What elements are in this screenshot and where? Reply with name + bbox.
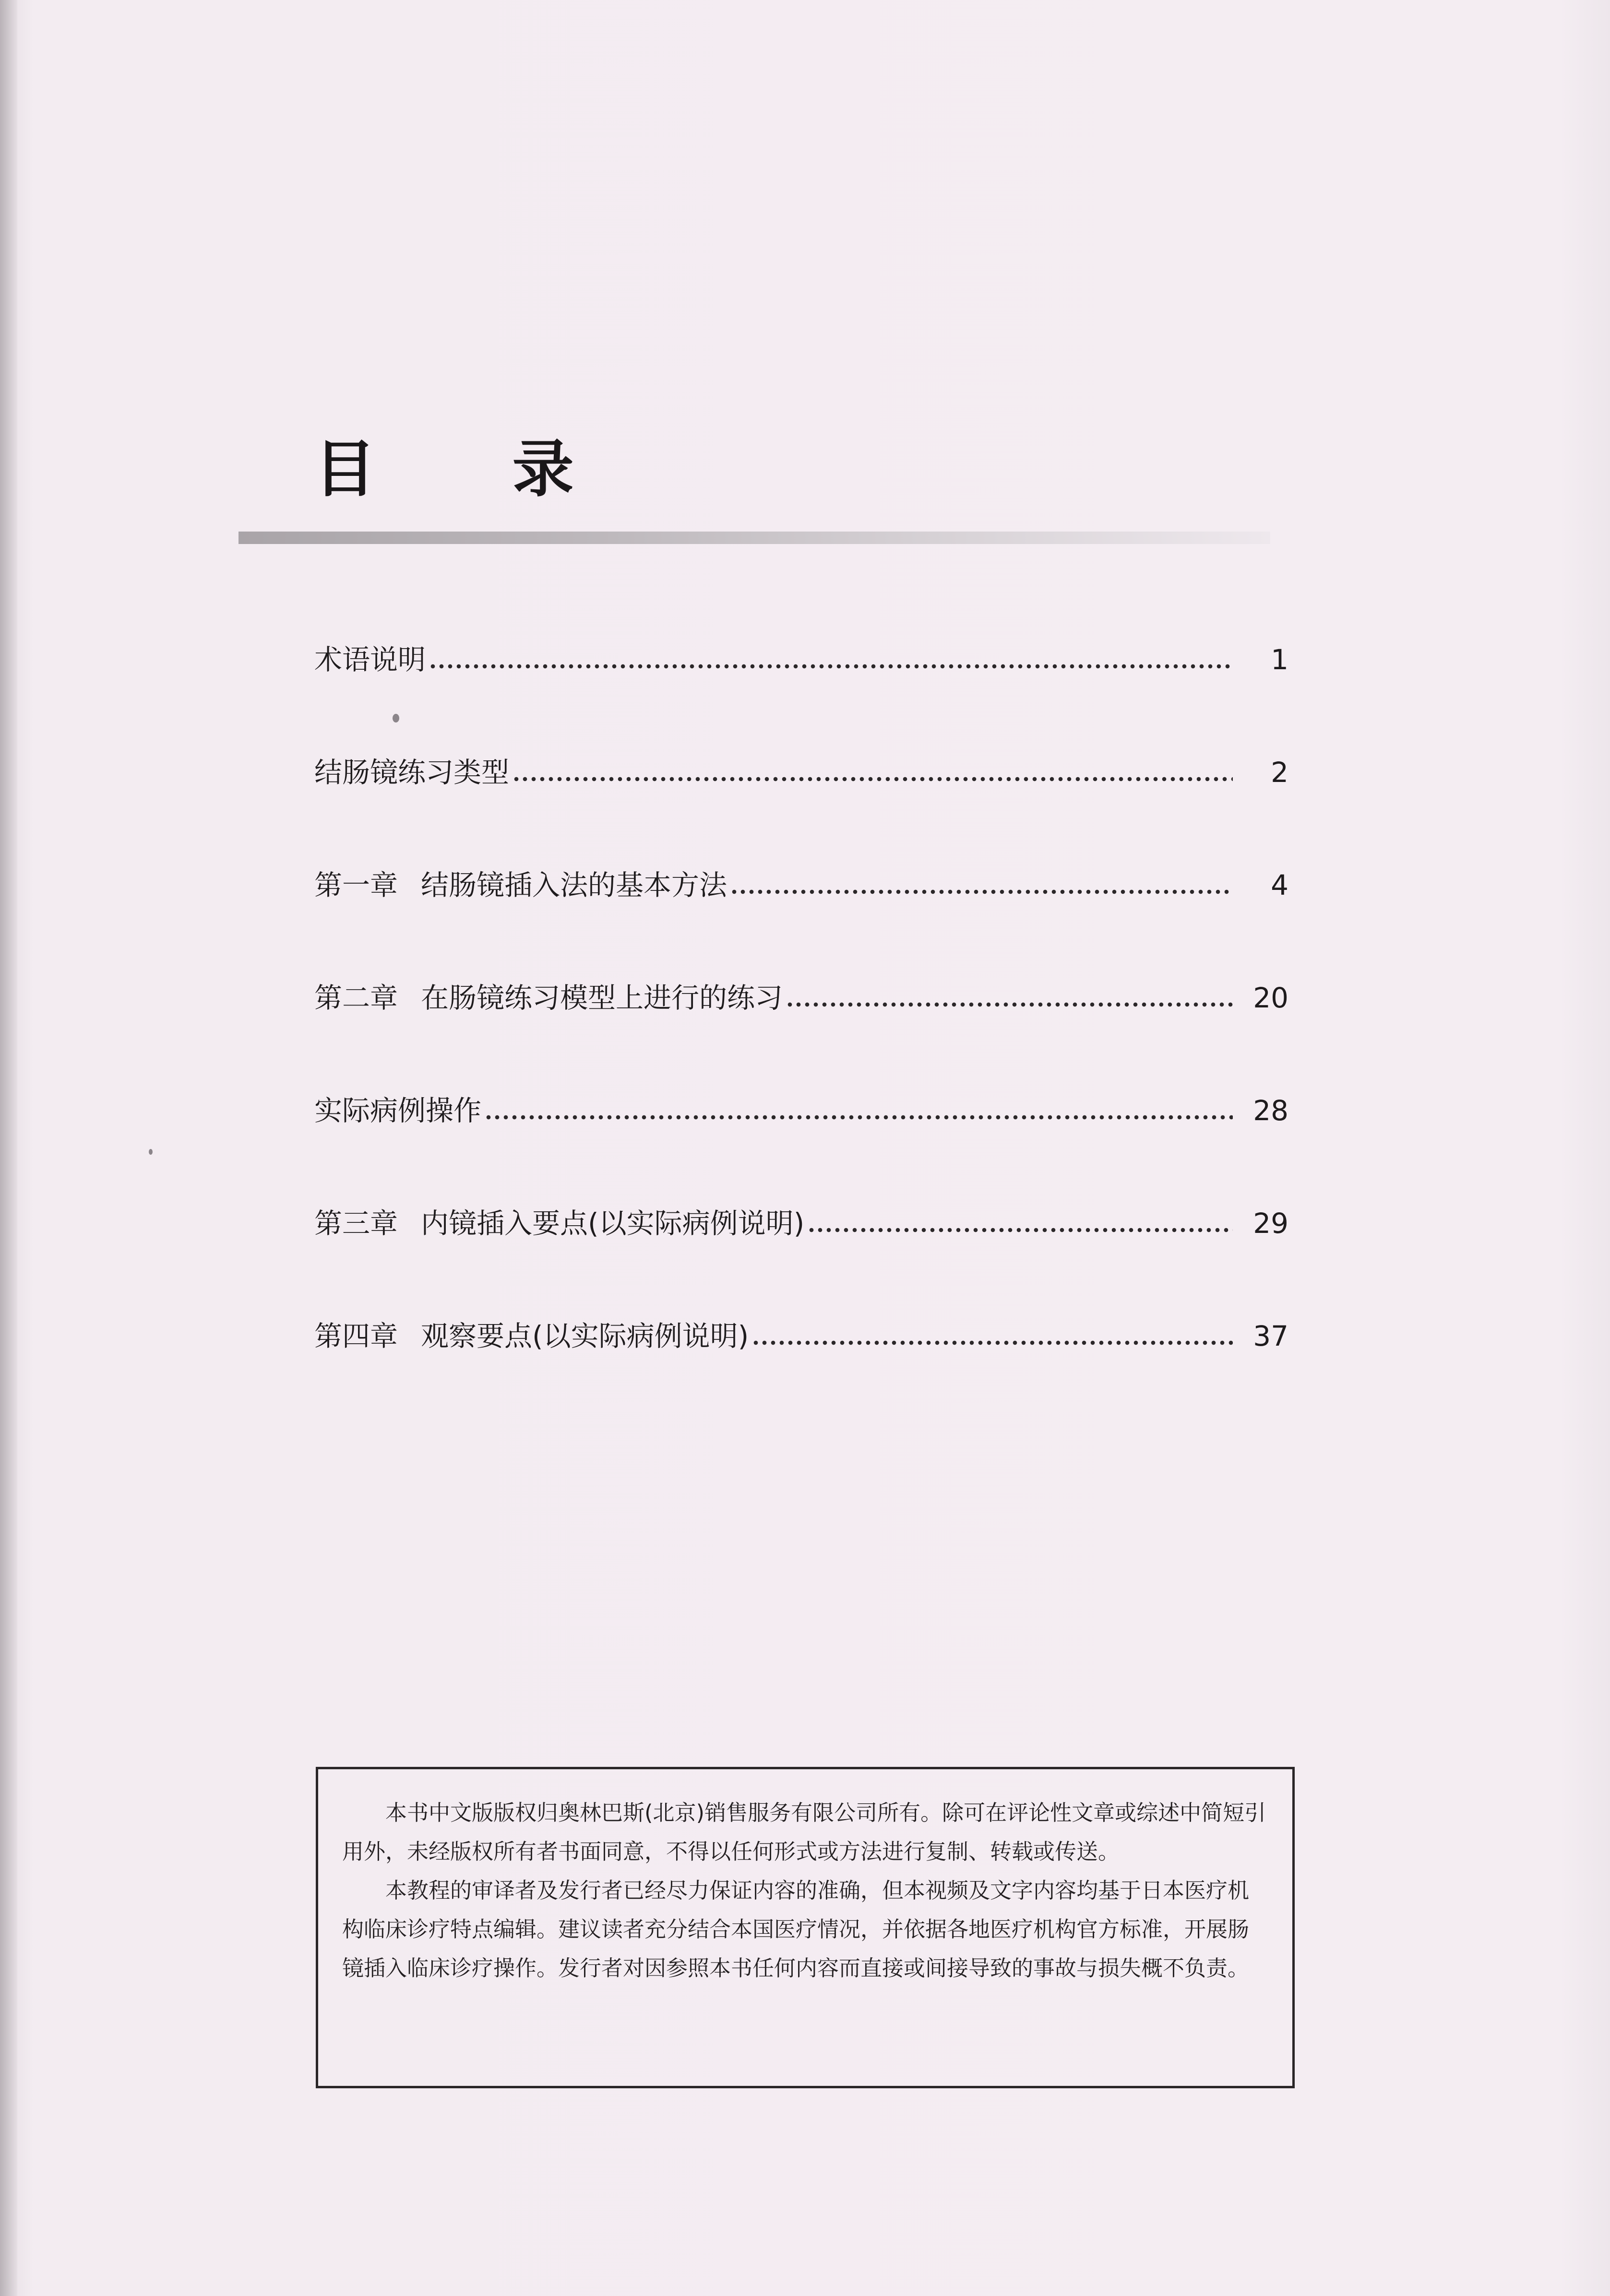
toc-entry-page: 20 [1253,982,1288,1014]
spine-shadow [0,0,17,2296]
toc-leader-dots [807,1228,1233,1232]
toc-entry[interactable] [314,751,1288,794]
toc-entry-page: 1 [1271,643,1288,676]
toc-leader-dots [730,889,1233,894]
toc-entry-chapter: 第四章 [314,1320,398,1352]
toc-entry-title: 结肠镜插入法的基本方法 [421,869,727,901]
toc-entry-page: 28 [1253,1094,1288,1127]
page-title: 目 录 [314,434,632,505]
toc-entry[interactable] [314,976,1288,1019]
toc-entry[interactable] [314,1089,1288,1132]
toc-leader-dots [751,1340,1233,1345]
toc-entry-chapter: 第一章 [314,869,398,901]
toc-entry-title: 在肠镜练习模型上进行的练习 [421,982,783,1014]
toc-entry-page: 37 [1253,1320,1288,1352]
toc-entry-page: 2 [1271,756,1288,789]
toc-entry[interactable] [314,638,1288,681]
toc-entry-title: 实际病例操作 [314,1094,482,1127]
toc-entry-page: 4 [1271,869,1288,901]
toc-entry-title: 内镜插入要点(以实际病例说明) [421,1207,805,1240]
toc-entry-chapter: 第三章 [314,1207,398,1240]
print-speck [149,1149,153,1155]
toc-leader-dots [512,777,1233,781]
toc-leader-dots [429,664,1233,669]
disclaimer-paragraph: 本教程的审译者及发行者已经尽力保证内容的准确，但本视频及文字内容均基于日本医疗机构临床诊疗特点编辑。建议读者充分结合本国医疗情况，并依据各地医疗机构官方标准，开展肠镜插入临床诊疗操作。发行者对因参照本书任何内容而直接或间接导致的事故与损失概不负责。 [342,1878,1250,1981]
toc-entry-title: 结肠镜练习类型 [314,756,510,789]
toc-entry-title: 术语说明 [314,643,426,676]
title-underline-rule [239,532,1270,544]
copyright-paragraph: 本书中文版版权归奥林巴斯(北京)销售服务有限公司所有。除可在评论性文章或综述中简短引用外，未经版权所有者书面同意，不得以任何形式或方法进行复制、转载或传送。 [342,1800,1266,1864]
toc-entry-chapter: 第二章 [314,982,398,1014]
toc-entry[interactable] [314,1314,1288,1358]
toc-entry[interactable] [314,1202,1288,1245]
toc-entry-title: 观察要点(以实际病例说明) [421,1320,749,1352]
toc-entry[interactable] [314,864,1288,907]
print-speck [393,714,399,722]
copyright-notice-box [316,1767,1295,2088]
toc-leader-dots [484,1115,1233,1120]
toc-entry-page: 29 [1253,1207,1288,1240]
toc-leader-dots [786,1002,1233,1007]
